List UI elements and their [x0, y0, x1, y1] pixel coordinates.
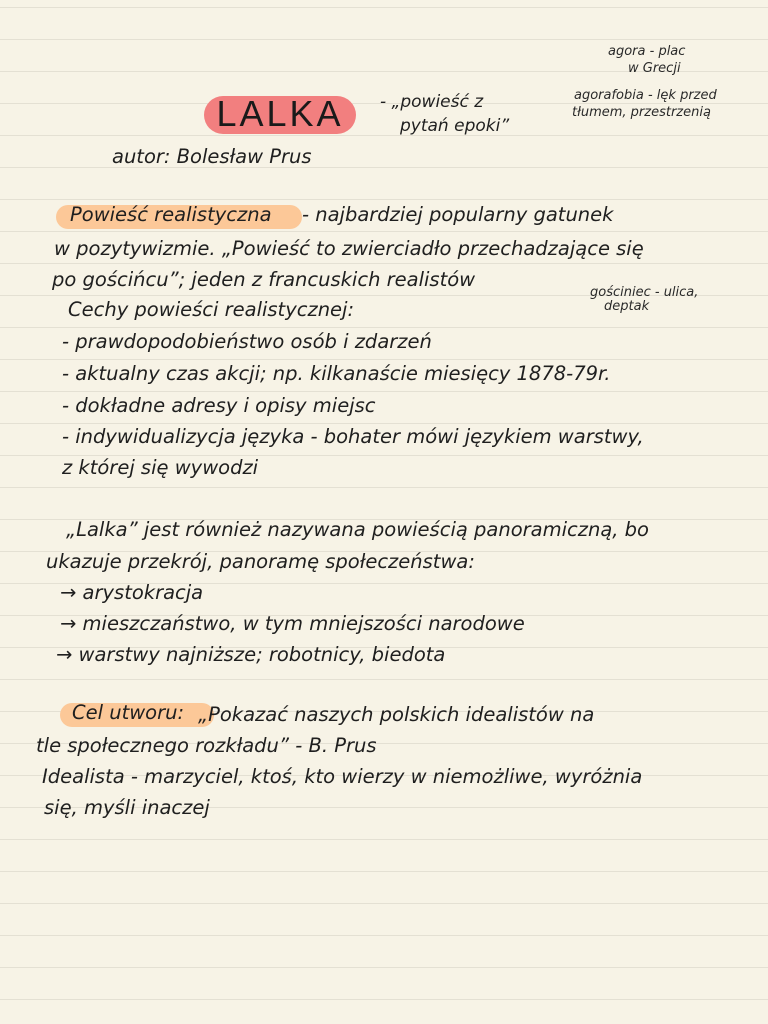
section2-line1: „Lalka” jest również nazywana powieścią panoramiczną, bo — [66, 518, 649, 541]
section3-line1: „Pokazać naszych polskich idealistów na — [198, 703, 595, 726]
side-note-gosciniec-2: deptak — [604, 299, 650, 314]
side-note-agora-1: agora - plac — [608, 44, 686, 59]
author-line: autor: Bolesław Prus — [112, 145, 312, 168]
section2-line2: ukazuje przekrój, panoramę społeczeństwa: — [46, 550, 475, 573]
term-powiesc-realistyczna: Powieść realistyczna — [70, 203, 272, 226]
feature-item: - indywidualizycja języka - bohater mówi językiem warstwy, — [62, 425, 644, 448]
features-heading: Cechy powieści realistycznej: — [68, 298, 355, 321]
feature-item: - aktualny czas akcji; np. kilkanaście miesięcy 1878-79r. — [62, 362, 611, 385]
panorama-item: → arystokracja — [60, 581, 204, 604]
panorama-item: → mieszczaństwo, w tym mniejszości narodowe — [60, 612, 525, 635]
side-note-agorafobia-2: tłumem, przestrzenią — [572, 105, 711, 120]
section3-line2: tle społecznego rozkładu” - B. Prus — [36, 734, 377, 757]
feature-item: - dokładne adresy i opisy miejsc — [62, 394, 376, 417]
title-note-line2: pytań epoki” — [400, 116, 510, 136]
feature-item: z której się wywodzi — [62, 456, 259, 479]
title-note-line1: - „powieść z — [380, 92, 484, 112]
section1-line1: - najbardziej popularny gatunek — [302, 203, 614, 226]
section1-line3: po gościńcu”; jeden z francuskich realistów — [52, 268, 476, 291]
side-note-agorafobia-1: agorafobia - lęk przed — [574, 88, 717, 103]
page-title: LALKA — [216, 93, 344, 134]
section3-line3: Idealista - marzyciel, ktoś, kto wierzy w niemożliwe, wyróżnia — [42, 765, 643, 788]
side-note-gosciniec-1: gościniec - ulica, — [590, 285, 699, 300]
panorama-item: → warstwy najniższe; robotnicy, biedota — [56, 643, 446, 666]
side-note-agora-2: w Grecji — [628, 61, 681, 76]
section1-line2: w pozytywizmie. „Powieść to zwierciadło przechadzające się — [54, 237, 644, 260]
section3-line4: się, myśli inaczej — [44, 796, 210, 819]
feature-item: - prawdopodobieństwo osób i zdarzeń — [62, 330, 432, 353]
term-cel-utworu: Cel utworu: — [72, 701, 185, 724]
